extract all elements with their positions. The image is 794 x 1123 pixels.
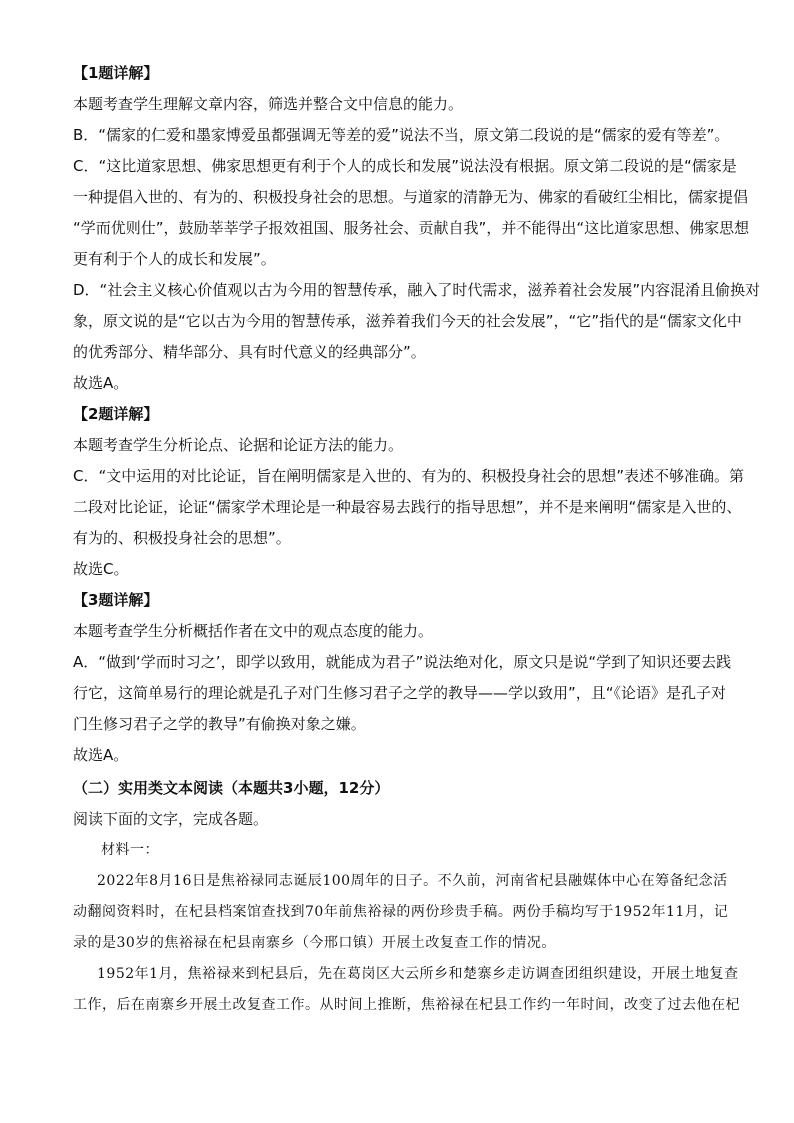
q1-line: C．“这比道家思想、佛家思想更有利于个人的成长和发展”说法没有根据。原文第二段说的是“儒家是 — [73, 157, 737, 175]
material-paragraph-line: 录的是30岁的焦裕禄在杞县南寨乡（今邢口镇）开展土改复查工作的情况。 — [73, 935, 556, 951]
q3-line: 本题考查学生分析概括作者在文中的观点态度的能力。 — [73, 622, 434, 640]
q3-line: 门生修习君子之学的教导”有偷换对象之嫌。 — [73, 715, 366, 733]
q2-line: 二段对比论证，论证“儒家学术理论是一种最容易去践行的指导思想”，并不是来阐明“儒家是入世的、 — [73, 498, 742, 516]
q2-line: C．“文中运用的对比论证，旨在阐明儒家是入世的、有为的、积极投身社会的思想”表述不够准确。第 — [73, 467, 745, 485]
material-paragraph-line: 动翻阅资料时，在杞县档案馆查找到70年前焦裕禄的两份珍贵手稿。两份手稿均写于1952年11月，记 — [73, 904, 729, 920]
section-title: （二）实用类文本阅读（本题共3小题，12分） — [73, 779, 390, 797]
document-page — [73, 58, 761, 1021]
material-paragraph-line: 工作，后在南寨乡开展土改复查工作。从时间上推断，焦裕禄在杞县工作约一年时间，改变了过去他在杞 — [73, 997, 740, 1013]
q1-line: 的优秀部分、精华部分、具有时代意义的经典部分”。 — [73, 343, 426, 361]
q1-heading: 【1题详解】 — [73, 64, 159, 82]
q1-line: “学而优则仕”，鼓励莘莘学子报效祖国、服务社会、贡献自我”，并不能得出“这比道家思想、佛家思想 — [73, 219, 750, 237]
q2-heading: 【2题详解】 — [73, 405, 159, 423]
q1-answer: 故选A。 — [73, 374, 129, 392]
q1-line: 一种提倡入世的、有为的、积极投身社会的思想。与道家的清静无为、佛家的看破红尘相比，儒家提倡 — [73, 188, 749, 206]
q1-line: D．“社会主义核心价值观以古为今用的智慧传承，融入了时代需求，滋养着社会发展”内容混淆且偷换对 — [73, 281, 761, 299]
q1-line: 本题考查学生理解文章内容，筛选并整合文中信息的能力。 — [73, 95, 464, 113]
q2-answer: 故选C。 — [73, 560, 129, 578]
q2-line: 有为的、积极投身社会的思想”。 — [73, 529, 291, 547]
q2-line: 本题考查学生分析论点、论据和论证方法的能力。 — [73, 436, 404, 454]
q1-line: 象，原文说的是“它以古为今用的智慧传承，滋养着我们今天的社会发展”，“它”指代的是“儒家文化中 — [73, 312, 742, 330]
q3-heading: 【3题详解】 — [73, 591, 159, 609]
q3-line: 行它，这简单易行的理论就是孔子对门生修习君子之学的教导——学以致用”，且“《论语》是孔子对 — [73, 684, 727, 702]
q1-line: 更有利于个人的成长和发展”。 — [73, 250, 276, 268]
material-paragraph-line: 2022年8月16日是焦裕禄同志诞辰100周年的日子。不久前，河南省杞县融媒体中心在筹备纪念活 — [97, 873, 728, 889]
material-paragraph-line: 1952年1月，焦裕禄来到杞县后，先在葛岗区大云所乡和楚寨乡走访调查团组织建设，开展土地复查 — [97, 966, 739, 982]
q3-line: A．“做到‘学而时习之’，即学以致用，就能成为君子”说法绝对化，原文只是说“学到了知识还要去践 — [73, 653, 732, 671]
material-label: 材料一： — [101, 842, 159, 858]
section-instruction: 阅读下面的文字，完成各题。 — [73, 810, 269, 828]
q3-answer: 故选A。 — [73, 746, 129, 764]
q1-line: B．“儒家的仁爱和墨家博爱虽都强调无等差的爱”说法不当，原文第二段说的是“儒家的爱有等差”。 — [73, 126, 730, 144]
